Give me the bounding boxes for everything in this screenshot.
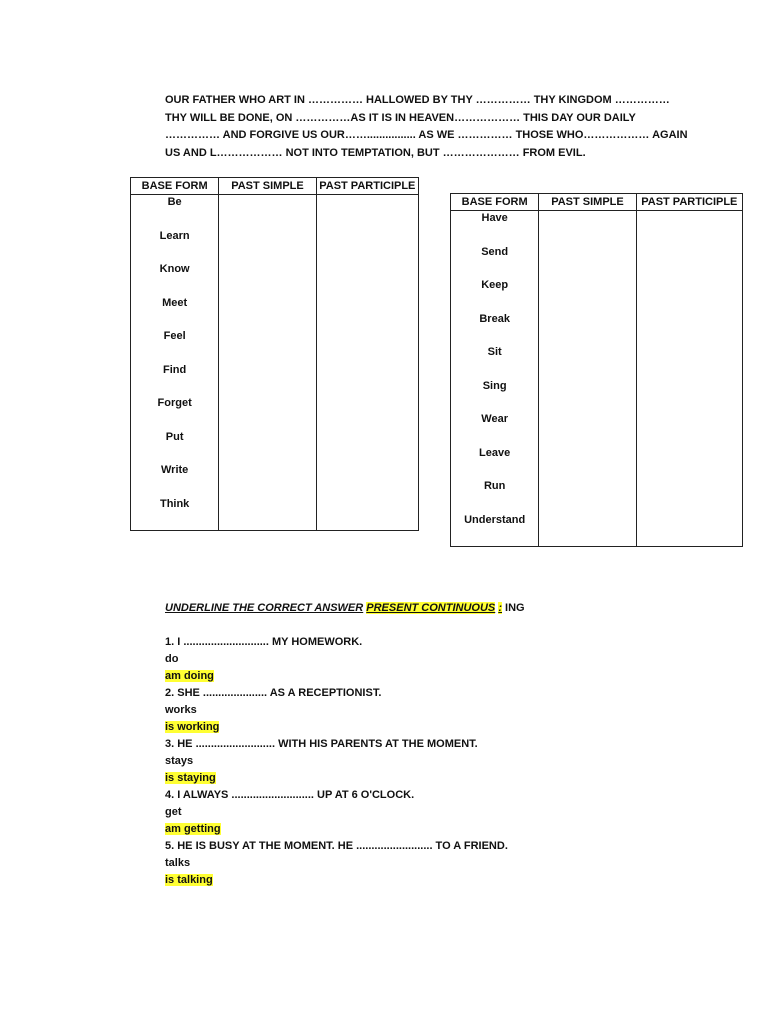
instruction-suffix: ING [505,602,525,614]
verb-base-form: Meet [162,296,188,309]
irregular-verbs-table-2 [450,193,743,547]
exercise-items [165,634,725,889]
prayer-line: THY WILL BE DONE, ON ……………AS IT IS IN HEAVEN……………… THIS DAY OUR DAILY [165,111,636,124]
past-participle-answer-cell[interactable] [636,211,742,547]
answer-option-highlighted[interactable] [165,668,725,685]
answer-option-highlighted[interactable] [165,821,725,838]
exercise-instruction [165,600,725,617]
present-continuous-exercise [165,600,725,889]
exercise-question: 3. HE .......................... WITH HIS PARENTS AT THE MOMENT. [165,738,478,750]
verb-base-form: Feel [163,330,186,342]
answer-option[interactable]: talks [165,857,191,869]
past-participle-answer-cell[interactable] [316,195,418,531]
header-past-simple: PAST SIMPLE [219,178,316,195]
highlighted-answer: is staying [165,772,216,784]
instruction-text: UNDERLINE THE CORRECT ANSWER [165,602,364,614]
past-simple-answer-cell[interactable] [539,211,636,547]
past-simple-answer-cell[interactable] [219,195,316,531]
irregular-verbs-table-1 [130,177,419,531]
verb-base-form: Find [163,363,187,376]
header-base-form: BASE FORM [451,194,539,211]
verb-base-form: Keep [481,279,509,291]
exercise-question: 1. I ............................ MY HOMEWORK. [165,636,363,648]
header-past-participle: PAST PARTICIPLE [636,194,742,211]
base-form-column [131,195,219,531]
answer-option[interactable]: works [165,704,197,716]
prayer-line: …………… AND FORGIVE US OUR……................ AS WE …………… THOSE WHO……………… AGAIN [165,129,688,141]
verb-base-form: Sit [487,346,502,358]
verb-base-form: Know [159,263,190,275]
verb-base-form: Think [159,497,190,510]
verb-base-form: Wear [481,413,508,425]
highlighted-answer: am doing [165,670,214,682]
highlighted-tense: PRESENT CONTINUOUS [366,602,496,614]
exercise-question: 4. I ALWAYS ........................... UP AT 6 O'CLOCK. [165,789,415,801]
instruction-colon: : [498,602,502,614]
prayer-cloze [165,92,688,162]
verb-base-form: Sing [482,379,507,392]
answer-option[interactable]: stays [165,755,194,767]
prayer-line: OUR FATHER WHO ART IN …………… HALLOWED BY THY …………… THY KINGDOM …………… [165,94,670,106]
answer-option[interactable]: do [165,653,179,665]
header-past-participle: PAST PARTICIPLE [316,178,418,195]
answer-option-highlighted[interactable] [165,770,725,787]
verb-base-form: Forget [157,397,192,409]
highlighted-answer: am getting [165,823,221,835]
exercise-question: 5. HE IS BUSY AT THE MOMENT. HE ......................... TO A FRIEND. [165,840,508,852]
answer-option[interactable]: get [165,806,182,818]
verb-base-form: Leave [479,446,511,459]
verb-base-form: Have [481,212,508,224]
answer-option-highlighted[interactable] [165,719,725,736]
verb-base-form: Understand [464,513,526,526]
highlighted-answer: is working [165,721,220,733]
verb-base-form: Run [483,480,506,492]
verb-base-form: Learn [159,229,190,242]
verb-base-form: Break [479,312,510,325]
exercise-question: 2. SHE ..................... AS A RECEPTIONIST. [165,687,382,699]
answer-option-highlighted[interactable] [165,872,725,889]
verb-base-form: Put [165,430,184,443]
prayer-line: US AND L……………… NOT INTO TEMPTATION, BUT ………………… FROM EVIL. [165,146,586,159]
base-form-column [451,211,539,547]
verb-base-form: Be [167,196,182,208]
header-base-form: BASE FORM [131,178,219,195]
verb-base-form: Write [160,464,189,476]
verb-base-form: Send [481,245,509,258]
header-past-simple: PAST SIMPLE [539,194,636,211]
highlighted-answer: is talking [165,874,213,886]
